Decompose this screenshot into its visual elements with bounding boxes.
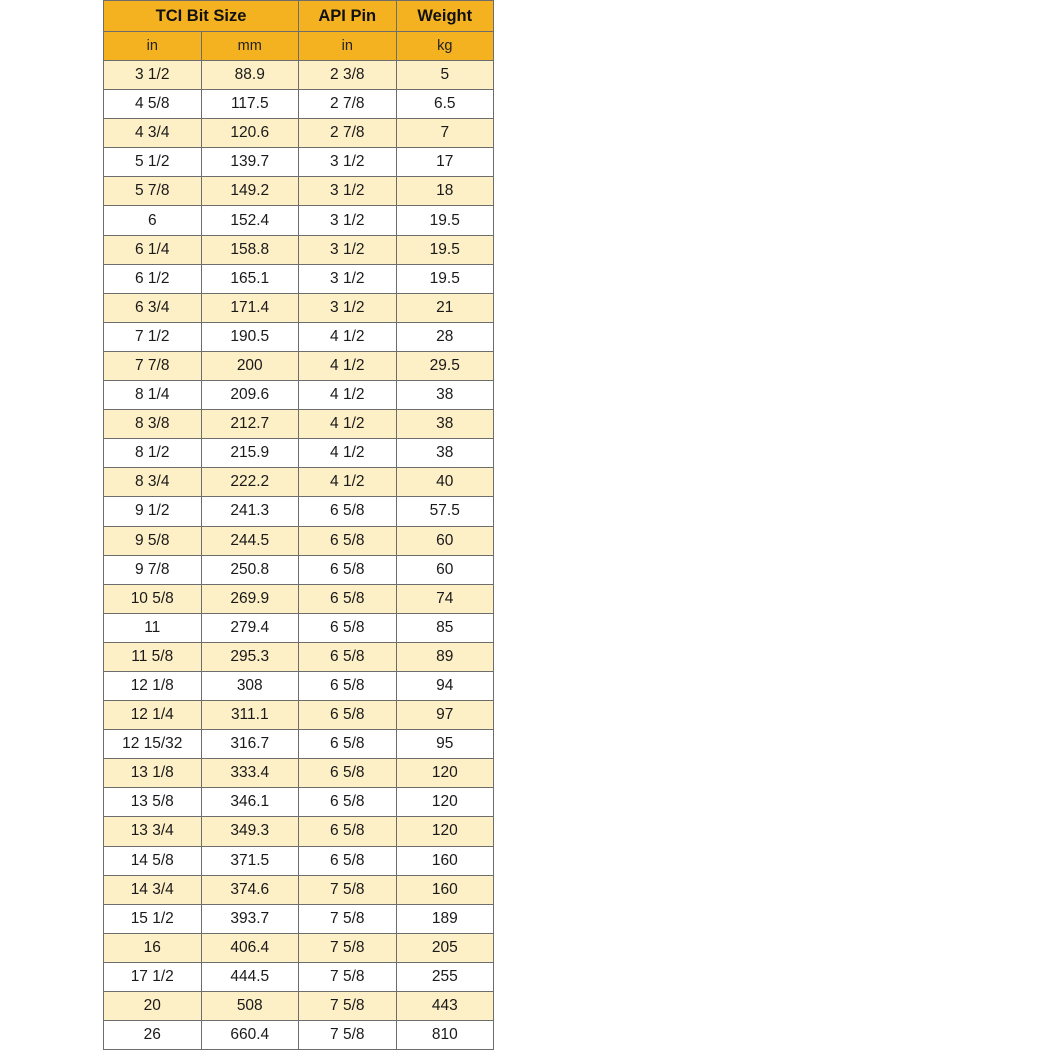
cell-bit-size-mm: 117.5 — [201, 90, 299, 119]
cell-weight: 5 — [396, 61, 494, 90]
table-row — [104, 264, 494, 293]
cell-api-pin: 7 5/8 — [299, 1021, 397, 1050]
cell-api-pin: 4 1/2 — [299, 468, 397, 497]
cell-bit-size-in: 12 15/32 — [104, 730, 202, 759]
cell-bit-size-mm: 406.4 — [201, 933, 299, 962]
cell-bit-size-in: 14 5/8 — [104, 846, 202, 875]
cell-bit-size-mm: 279.4 — [201, 613, 299, 642]
cell-bit-size-in: 8 3/4 — [104, 468, 202, 497]
cell-bit-size-in: 8 1/2 — [104, 439, 202, 468]
table-row — [104, 177, 494, 206]
header-weight: Weight — [396, 1, 494, 32]
table-row — [104, 962, 494, 991]
cell-bit-size-mm: 346.1 — [201, 788, 299, 817]
table-row — [104, 235, 494, 264]
cell-api-pin: 6 5/8 — [299, 584, 397, 613]
cell-bit-size-mm: 165.1 — [201, 264, 299, 293]
cell-bit-size-mm: 311.1 — [201, 701, 299, 730]
table-row — [104, 671, 494, 700]
cell-weight: 21 — [396, 293, 494, 322]
table-row — [104, 90, 494, 119]
cell-api-pin: 4 1/2 — [299, 322, 397, 351]
table-row — [104, 293, 494, 322]
table-row — [104, 788, 494, 817]
cell-weight: 85 — [396, 613, 494, 642]
cell-bit-size-mm: 269.9 — [201, 584, 299, 613]
unit-bit-size-mm: mm — [201, 32, 299, 61]
header-title-row — [104, 1, 494, 32]
cell-bit-size-in: 26 — [104, 1021, 202, 1050]
unit-weight-kg: kg — [396, 32, 494, 61]
table-row — [104, 439, 494, 468]
cell-weight: 29.5 — [396, 351, 494, 380]
cell-weight: 95 — [396, 730, 494, 759]
cell-bit-size-in: 15 1/2 — [104, 904, 202, 933]
header-unit-row — [104, 32, 494, 61]
cell-weight: 19.5 — [396, 235, 494, 264]
cell-bit-size-in: 12 1/8 — [104, 671, 202, 700]
cell-api-pin: 2 3/8 — [299, 61, 397, 90]
bit-spec-table — [103, 0, 494, 1050]
cell-weight: 28 — [396, 322, 494, 351]
table-row — [104, 351, 494, 380]
table-row — [104, 61, 494, 90]
cell-bit-size-mm: 371.5 — [201, 846, 299, 875]
cell-api-pin: 4 1/2 — [299, 410, 397, 439]
cell-bit-size-mm: 349.3 — [201, 817, 299, 846]
unit-bit-size-in: in — [104, 32, 202, 61]
cell-bit-size-mm: 316.7 — [201, 730, 299, 759]
cell-bit-size-mm: 241.3 — [201, 497, 299, 526]
cell-bit-size-in: 7 7/8 — [104, 351, 202, 380]
cell-bit-size-mm: 308 — [201, 671, 299, 700]
cell-weight: 89 — [396, 642, 494, 671]
cell-api-pin: 7 5/8 — [299, 962, 397, 991]
cell-api-pin: 3 1/2 — [299, 206, 397, 235]
cell-weight: 160 — [396, 846, 494, 875]
cell-api-pin: 4 1/2 — [299, 439, 397, 468]
cell-bit-size-mm: 215.9 — [201, 439, 299, 468]
cell-api-pin: 6 5/8 — [299, 555, 397, 584]
cell-weight: 120 — [396, 817, 494, 846]
cell-api-pin: 6 5/8 — [299, 846, 397, 875]
cell-bit-size-mm: 88.9 — [201, 61, 299, 90]
cell-bit-size-mm: 222.2 — [201, 468, 299, 497]
cell-api-pin: 4 1/2 — [299, 351, 397, 380]
cell-weight: 443 — [396, 992, 494, 1021]
table-row — [104, 875, 494, 904]
table-row — [104, 992, 494, 1021]
cell-bit-size-mm: 149.2 — [201, 177, 299, 206]
cell-bit-size-mm: 120.6 — [201, 119, 299, 148]
header-api-pin: API Pin — [299, 1, 397, 32]
cell-api-pin: 7 5/8 — [299, 933, 397, 962]
cell-bit-size-mm: 158.8 — [201, 235, 299, 264]
cell-weight: 120 — [396, 788, 494, 817]
table-row — [104, 613, 494, 642]
cell-api-pin: 6 5/8 — [299, 817, 397, 846]
cell-bit-size-in: 13 1/8 — [104, 759, 202, 788]
table-row — [104, 817, 494, 846]
table-row — [104, 904, 494, 933]
cell-weight: 6.5 — [396, 90, 494, 119]
cell-weight: 60 — [396, 526, 494, 555]
table-row — [104, 148, 494, 177]
cell-bit-size-in: 20 — [104, 992, 202, 1021]
cell-bit-size-in: 6 1/4 — [104, 235, 202, 264]
cell-bit-size-in: 16 — [104, 933, 202, 962]
table-row — [104, 701, 494, 730]
cell-weight: 97 — [396, 701, 494, 730]
cell-bit-size-mm: 508 — [201, 992, 299, 1021]
cell-api-pin: 4 1/2 — [299, 381, 397, 410]
cell-weight: 74 — [396, 584, 494, 613]
cell-weight: 810 — [396, 1021, 494, 1050]
table-row — [104, 759, 494, 788]
cell-bit-size-mm: 295.3 — [201, 642, 299, 671]
cell-bit-size-in: 17 1/2 — [104, 962, 202, 991]
cell-bit-size-in: 5 7/8 — [104, 177, 202, 206]
cell-bit-size-in: 13 3/4 — [104, 817, 202, 846]
table-row — [104, 206, 494, 235]
cell-weight: 18 — [396, 177, 494, 206]
cell-bit-size-mm: 374.6 — [201, 875, 299, 904]
cell-api-pin: 2 7/8 — [299, 90, 397, 119]
cell-weight: 19.5 — [396, 206, 494, 235]
cell-bit-size-mm: 212.7 — [201, 410, 299, 439]
cell-bit-size-in: 3 1/2 — [104, 61, 202, 90]
cell-api-pin: 6 5/8 — [299, 613, 397, 642]
cell-weight: 94 — [396, 671, 494, 700]
header-bit-size: TCI Bit Size — [104, 1, 299, 32]
cell-weight: 17 — [396, 148, 494, 177]
cell-weight: 60 — [396, 555, 494, 584]
cell-api-pin: 6 5/8 — [299, 759, 397, 788]
cell-weight: 7 — [396, 119, 494, 148]
cell-api-pin: 7 5/8 — [299, 875, 397, 904]
cell-api-pin: 6 5/8 — [299, 642, 397, 671]
cell-weight: 38 — [396, 439, 494, 468]
cell-weight: 255 — [396, 962, 494, 991]
cell-weight: 40 — [396, 468, 494, 497]
cell-api-pin: 2 7/8 — [299, 119, 397, 148]
table-row — [104, 526, 494, 555]
cell-api-pin: 6 5/8 — [299, 497, 397, 526]
cell-bit-size-mm: 209.6 — [201, 381, 299, 410]
cell-bit-size-in: 10 5/8 — [104, 584, 202, 613]
table-row — [104, 322, 494, 351]
table-row — [104, 846, 494, 875]
cell-bit-size-mm: 190.5 — [201, 322, 299, 351]
cell-bit-size-in: 14 3/4 — [104, 875, 202, 904]
cell-bit-size-in: 13 5/8 — [104, 788, 202, 817]
table-row — [104, 933, 494, 962]
table-row — [104, 410, 494, 439]
cell-api-pin: 3 1/2 — [299, 235, 397, 264]
cell-bit-size-in: 11 5/8 — [104, 642, 202, 671]
table-row — [104, 555, 494, 584]
table-row — [104, 584, 494, 613]
cell-api-pin: 6 5/8 — [299, 788, 397, 817]
cell-bit-size-in: 9 7/8 — [104, 555, 202, 584]
cell-bit-size-in: 6 — [104, 206, 202, 235]
cell-bit-size-mm: 250.8 — [201, 555, 299, 584]
cell-api-pin: 6 5/8 — [299, 701, 397, 730]
cell-weight: 57.5 — [396, 497, 494, 526]
cell-bit-size-in: 6 3/4 — [104, 293, 202, 322]
table-row — [104, 497, 494, 526]
cell-api-pin: 3 1/2 — [299, 264, 397, 293]
cell-api-pin: 3 1/2 — [299, 293, 397, 322]
table-row — [104, 642, 494, 671]
cell-bit-size-mm: 393.7 — [201, 904, 299, 933]
table-row — [104, 730, 494, 759]
cell-weight: 38 — [396, 410, 494, 439]
cell-bit-size-in: 7 1/2 — [104, 322, 202, 351]
cell-bit-size-mm: 139.7 — [201, 148, 299, 177]
table-row — [104, 119, 494, 148]
cell-api-pin: 7 5/8 — [299, 992, 397, 1021]
cell-bit-size-mm: 152.4 — [201, 206, 299, 235]
cell-api-pin: 7 5/8 — [299, 904, 397, 933]
cell-bit-size-mm: 244.5 — [201, 526, 299, 555]
cell-bit-size-in: 6 1/2 — [104, 264, 202, 293]
cell-api-pin: 6 5/8 — [299, 671, 397, 700]
cell-bit-size-mm: 444.5 — [201, 962, 299, 991]
cell-bit-size-in: 5 1/2 — [104, 148, 202, 177]
cell-bit-size-mm: 200 — [201, 351, 299, 380]
cell-bit-size-in: 9 5/8 — [104, 526, 202, 555]
cell-bit-size-in: 4 3/4 — [104, 119, 202, 148]
cell-bit-size-mm: 333.4 — [201, 759, 299, 788]
cell-weight: 38 — [396, 381, 494, 410]
bit-spec-table-container — [103, 0, 494, 1050]
cell-api-pin: 6 5/8 — [299, 730, 397, 759]
cell-bit-size-in: 8 3/8 — [104, 410, 202, 439]
cell-api-pin: 3 1/2 — [299, 148, 397, 177]
cell-bit-size-mm: 660.4 — [201, 1021, 299, 1050]
table-row — [104, 381, 494, 410]
cell-weight: 189 — [396, 904, 494, 933]
cell-weight: 160 — [396, 875, 494, 904]
cell-bit-size-in: 9 1/2 — [104, 497, 202, 526]
cell-bit-size-in: 12 1/4 — [104, 701, 202, 730]
cell-bit-size-in: 4 5/8 — [104, 90, 202, 119]
cell-api-pin: 3 1/2 — [299, 177, 397, 206]
cell-bit-size-in: 8 1/4 — [104, 381, 202, 410]
cell-weight: 205 — [396, 933, 494, 962]
cell-bit-size-in: 11 — [104, 613, 202, 642]
table-header — [104, 1, 494, 61]
table-row — [104, 468, 494, 497]
table-body — [104, 61, 494, 1050]
unit-api-pin-in: in — [299, 32, 397, 61]
cell-api-pin: 6 5/8 — [299, 526, 397, 555]
cell-bit-size-mm: 171.4 — [201, 293, 299, 322]
cell-weight: 120 — [396, 759, 494, 788]
cell-weight: 19.5 — [396, 264, 494, 293]
table-row — [104, 1021, 494, 1050]
